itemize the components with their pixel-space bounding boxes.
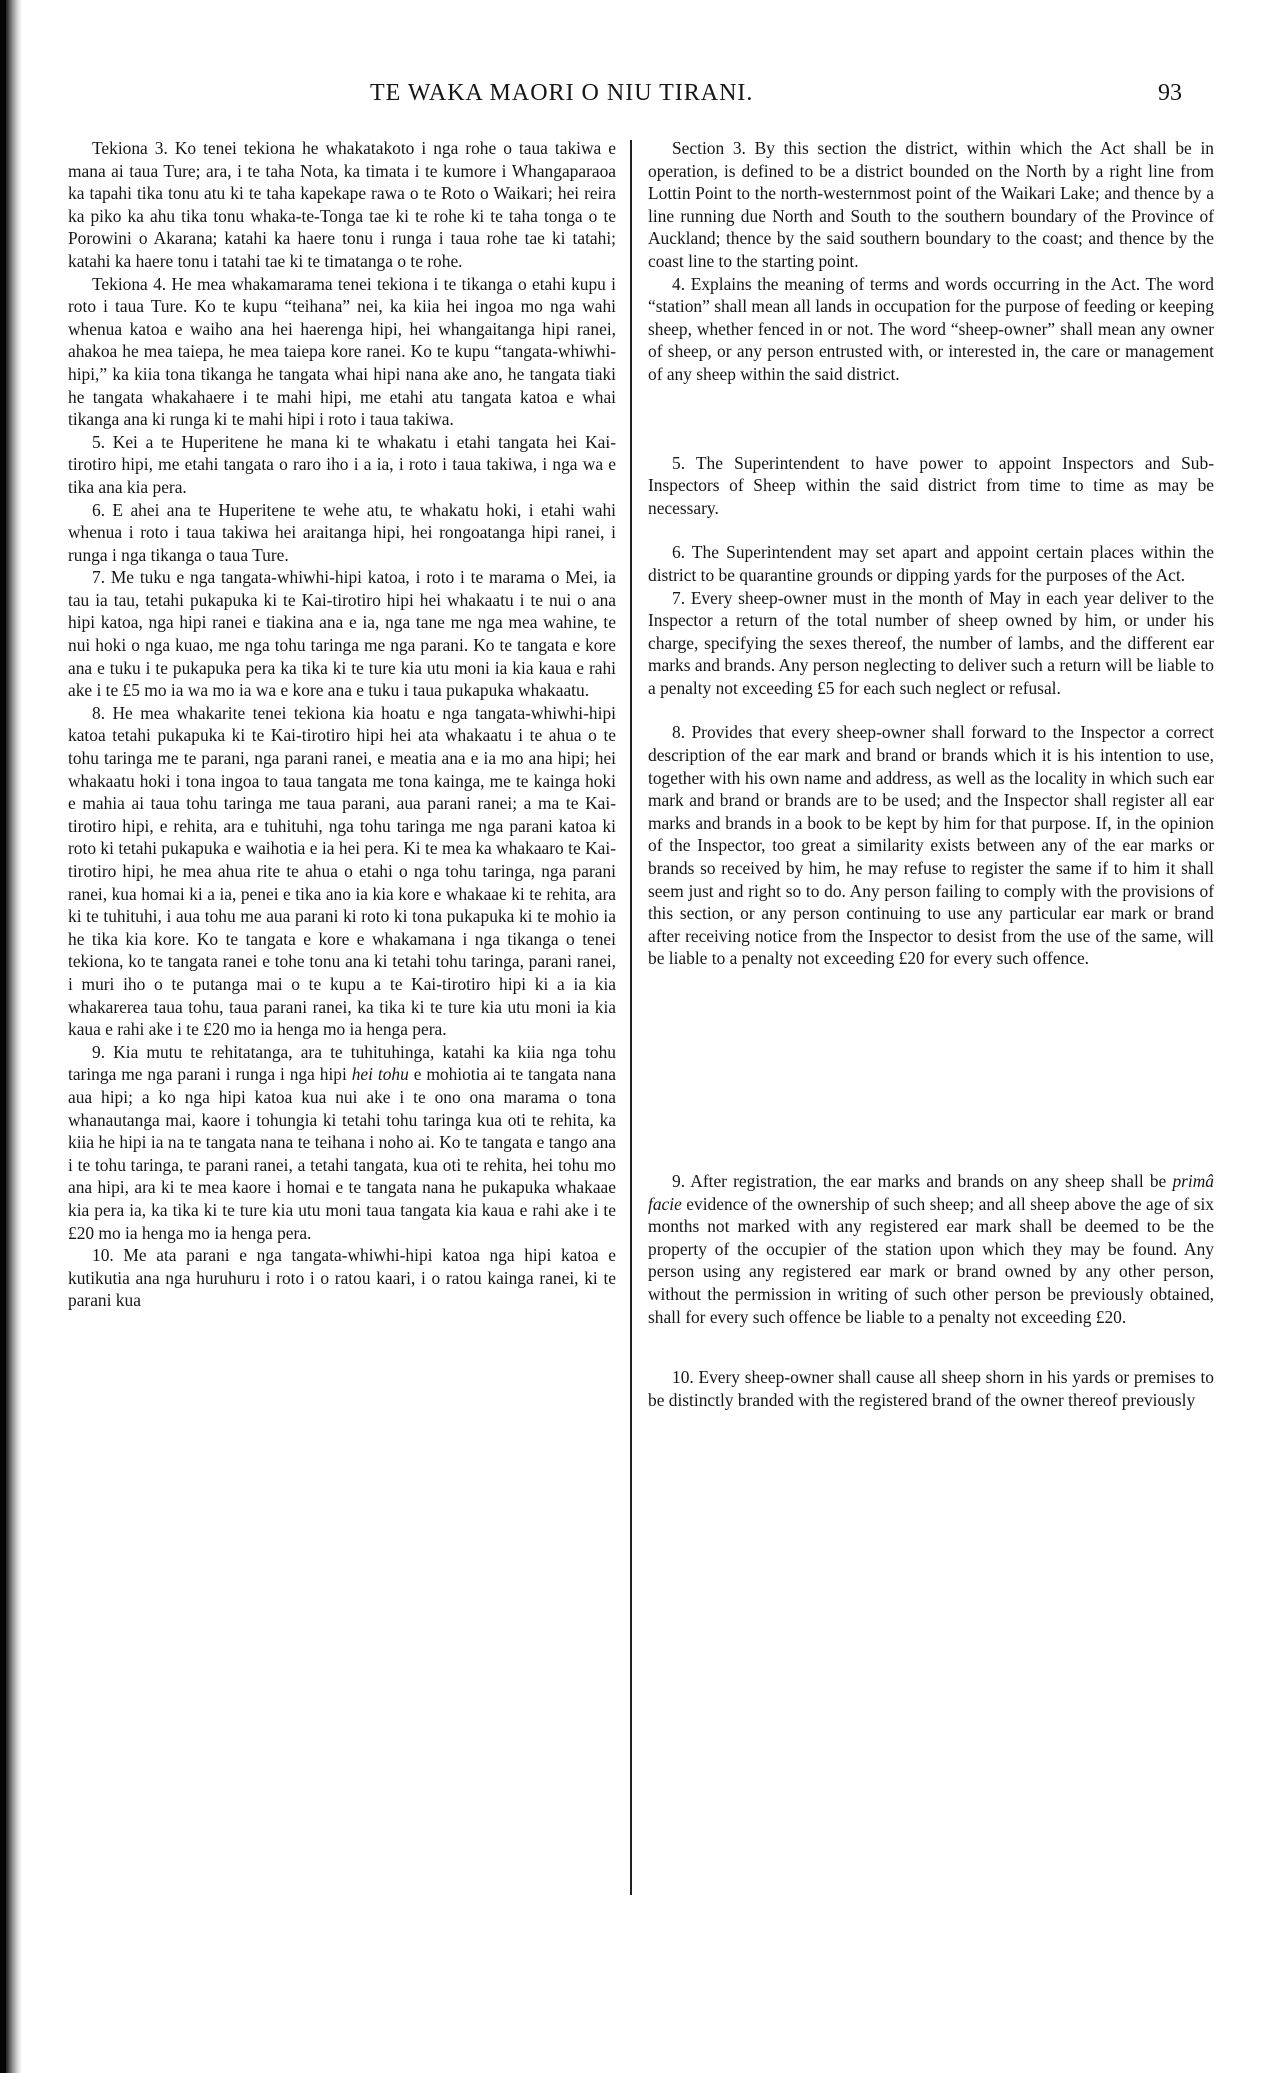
maori-section-8: 8. He mea whakarite tenei tekiona kia hoatu e nga tangata-whiwhi-hipi katoa tetahi pukapuka ki te Kai-tirotiro hipi hei ata whakaatu i te ahua o te tohu taringa me te parani, nga parani ranei, e meatia ana e ia mo ana hipi; hei whakaatu hoki i tona ingoa to taua tangata me tona kainga, me te kainga hoki e mahia ai taua tohu taringa me taua parani, aua parani ranei; a ma te Kai-tirotiro hipi, e rehita, ara e tuhituhi, nga tohu taringa me nga parani katoa ki roto ki tetahi pukapuka e waihotia e ia hei pera. Ki te mea ka whakaaro te Kai-tirotiro hipi, he mea ahua rite te ahua o etahi o nga tohu taringa, nga parani ranei, kua homai ki a ia, penei e tika ano ia kia kore e whakaae ki te rehita, ara ki te tuhituhi, i aua tohu me aua parani ki roto ki tona pukapuka ki te mohio ia he tika kia kore. Ko te tangata e kore e whakamana i nga tikanga o tenei tekiona, ko te tangata ranei e tohe tonu ana ki tetahi tohu taringa, parani ranei, i muri iho o te putanga mai o te kupu a te Kai-tirotiro hipi ki a ia kia whakarerea taua tohu, taua parani ranei, ka tika ki te ture kia utu moni ia kia kaua e rahi ake i te £20 mo ia henga mo ia henga pera. <box>68 702 616 1040</box>
maori-section-9 <box>68 1041 616 1244</box>
maori-section-5: 5. Kei a te Huperitene he mana ki te whakatu i etahi tangata hei Kai-tirotiro hipi, me etahi tangata o raro iho i a ia, i roto i taua takiwa, i nga wa e tika ana kia pera. <box>68 431 616 497</box>
maori-section-3: Tekiona 3. Ko tenei tekiona he whakatakoto i nga rohe o taua takiwa e mana ai taua Ture; ara, i te taha Nota, ka timata i te kumore i Whangaparaoa ka tapahi tika tonu atu ki te taha kapekape rawa o te Roto o Waikari; hei reira ka piko ka ahu tika tonu whaka-te-Tonga tae ki te rohe ki te taha tonga o te Porowini o Akarana; katahi ka haere tonu i runga i taua rohe tae ki tatahi; katahi ka haere tonu i tatahi tae ki te timatanga o te rohe. <box>68 138 616 271</box>
english-section-3: Section 3. By this section the district, within which the Act shall be in operation, is defined to be a district bounded on the North by a right line from Lottin Point to the north-westernmost point of the Waikari Lake; and thence by a line running due North and South to the southern boundary of the Province of Auckland; thence by the said southern boundary to the coast; and thence by the coast line to the starting point. <box>648 138 1214 271</box>
english-section-4: 4. Explains the meaning of terms and words occurring in the Act. The word “station” shall mean all lands in occupation for the purpose of feeding or keeping sheep, whether fenced in or not. The word “sheep-owner” shall mean any owner of sheep, or any person entrusted with, or interested in, the care or management of any sheep within the said district. <box>648 273 1214 384</box>
column-divider <box>630 140 632 1895</box>
english-section-5: 5. The Superintendent to have power to appoint Inspectors and Sub-Inspectors of Sheep within the said district from time to time as may be necessary. <box>648 452 1214 518</box>
english-section-9 <box>648 1170 1214 1328</box>
maori-section-10: 10. Me ata parani e nga tangata-whiwhi-hipi katoa nga hipi katoa e kutikutia ana nga huruhuru i roto i o ratou kaari, i o ratou kainga ranei, ki te parani kua <box>68 1245 616 1311</box>
english-section-9-text-after: evidence of the ownership of such sheep; and all sheep above the age of six months not marked with any registered ear mark shall be deemed to be the property of the occupier of the station upon which they may be found. Any person using any registered ear mark or brand owned by any other person, without the permission in writing of such other person be previously obtained, shall for every such offence be liable to a penalty not exceeding £20. <box>648 1193 1214 1327</box>
english-section-7: 7. Every sheep-owner must in the month of May in each year deliver to the Inspector a return of the total number of sheep owned by him, or under his charge, specifying the sexes thereof, the number of lambs, and the different ear marks and brands. Any person neglecting to deliver such a return will be liable to a penalty not exceeding £5 for each such neglect or refusal. <box>648 587 1214 698</box>
page-number: 93 <box>1158 80 1182 106</box>
english-section-9-italic: primâ facie <box>648 1171 1214 1214</box>
english-text-column <box>648 137 1214 1411</box>
english-section-8: 8. Provides that every sheep-owner shall forward to the Inspector a correct description of the ear mark and brand or brands which it is his intention to use, together with his own name and address, as well as the locality in which such ear mark and brand or brands are to be used; and the Inspector shall register all ear marks and brands in a book to be kept by him for that purpose. If, in the opinion of the Inspector, too great a similarity exists between any of the ear marks or brands so received by him, he may refuse to register the same if to him it shall seem just and right so to do. Any person failing to comply with the provisions of this section, or any person continuing to use any particular ear mark or brand after receiving notice from the Inspector to desist from the use of the same, will be liable to a penalty not exceeding £20 for every such offence. <box>648 722 1214 969</box>
maori-text-column <box>68 137 616 1312</box>
maori-section-9-text-after: e mohiotia ai te tangata nana aua hipi; a ko nga hipi katoa kua nui ake i te ono ona marama o tona whanautanga mai, kaore i tohungia ki tetahi tohu taringa kua oti te rehita, ka kiia he hipi ia na te tangata nana te teihana i noho ai. Ko te tangata e tango ana i te tohu taringa, te parani ranei, a tetahi tangata, kua oti te rehita, hei tohu mo ana hipi, ara ki te mea kaore i homai e te tangata nana he pukapuka whakaae kia pera ia, ka tika ki te ture kia utu moni taua tangata kia kaua e rahi ake i te £20 mo ia henga mo ia henga pera. <box>68 1064 616 1243</box>
maori-section-7: 7. Me tuku e nga tangata-whiwhi-hipi katoa, i roto i te marama o Mei, ia tau ia tau, tetahi pukapuka ki te Kai-tirotiro hipi hei whakaatu i te nui o ana hipi katoa, nga hipi ranei e tiakina ana e ia, nga tane me nga mea wahine, te nui hoki o nga kuao, me nga tohu taringa me nga parani. Ko te tangata e kore ana e tuku i te pukapuka pera ka tika ki te ture kia utu moni ia kia kaua e rahi ake i te £5 mo ia wa mo ia wa e kore ana e tuku i taua pukapuka whakaatu. <box>68 567 616 701</box>
scan-binding-edge <box>0 0 6 2073</box>
maori-section-9-italic: hei tohu <box>351 1064 409 1085</box>
running-title: TE WAKA MAORI O NIU TIRANI. <box>370 80 754 106</box>
english-section-10: 10. Every sheep-owner shall cause all sheep shorn in his yards or premises to be distinctly branded with the registered brand of the owner thereof previously <box>648 1367 1214 1410</box>
maori-section-9-text-before: 9. Kia mutu te rehitatanga, ara te tuhituhinga, katahi ka kiia nga tohu taringa me nga parani i runga i nga hipi <box>68 1041 616 1085</box>
running-head <box>0 80 1280 120</box>
english-section-6: 6. The Superintendent may set apart and appoint certain places within the district to be quarantine grounds or dipping yards for the purposes of the Act. <box>648 542 1214 585</box>
maori-section-4: Tekiona 4. He mea whakamarama tenei tekiona i te tikanga o etahi kupu i roto i taua Ture. Ko te kupu “teihana” nei, ka kiia hei ingoa mo nga wahi whenua katoa e waiho ana hei haerenga hipi, hei whangaitanga hipi ranei, ahakoa he mea taiepa, he mea taiepa kore ranei. Ko te kupu “tangata-whiwhi-hipi,” ka kiia tona tikanga he tangata whai hipi nana ake ano, he tangata tiaki he tangata whakahaere i te mahi hipi, me etahi atu tangata katoa e whai tikanga ana ki runga ki te mahi hipi i roto i taua takiwa. <box>68 273 616 430</box>
english-section-9-text-before: 9. After registration, the ear marks and brands on any sheep shall be <box>672 1171 1173 1191</box>
maori-section-6: 6. E ahei ana te Huperitene te wehe atu, te whakatu hoki, i etahi wahi whenua i roto i taua takiwa hei araitanga hipi, hei rongoatanga hipi ranei, i runga i nga tikanga o taua Ture. <box>68 499 616 565</box>
